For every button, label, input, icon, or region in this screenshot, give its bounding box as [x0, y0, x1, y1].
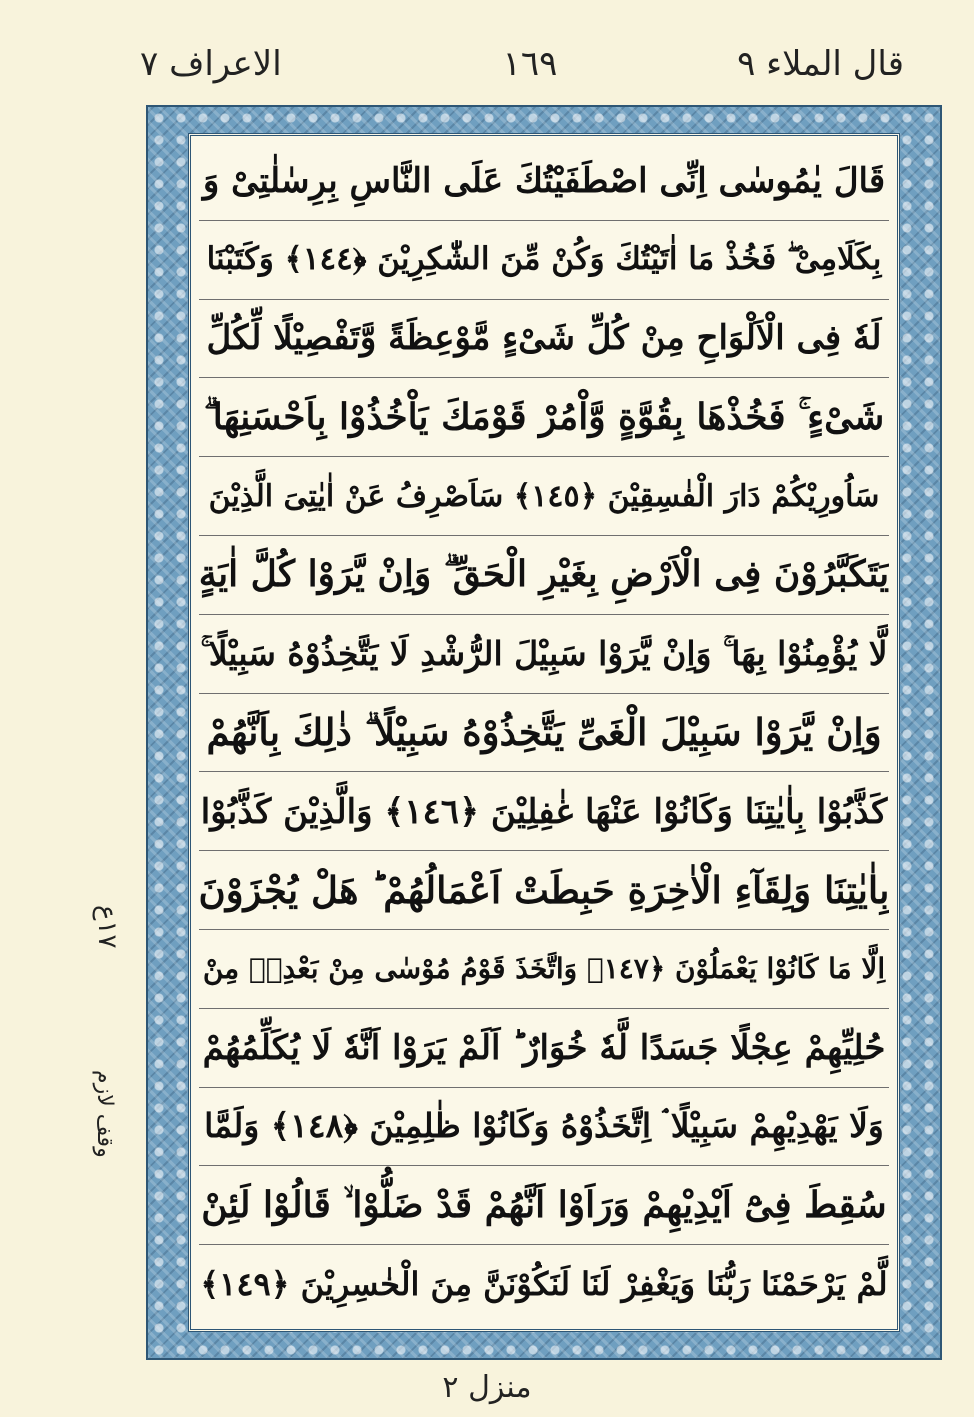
text-line-15: لَّمْ يَرْحَمْنَا رَبُّنَا وَيَغْفِرْ لَنَا لَنَكُوْنَنَّ مِنَ الْخٰسِرِيْنَ ﴿١٤٩﴾ [200, 1265, 888, 1304]
text-line-8: وَاِنْ يَّرَوْا سَبِيْلَ الْغَىِّ يَتَّخِذُوْهُ سَبِيْلًا ۗ ذٰلِكَ بِاَنَّهُمْ [199, 694, 889, 773]
ruku-marker: ١٧ع [92, 905, 122, 949]
text-line-4: شَىْءٍ ۚ فَخُذْهَا بِقُوَّةٍ وَّاْمُرْ قَوْمَكَ يَاْخُذُوْا بِاَحْسَنِهَا ۗ [199, 378, 889, 457]
text-line-11: اِلَّا مَا كَانُوْا يَعْمَلُوْنَ ﴿١٤٧﴾ وَاتَّخَذَ قَوْمُ مُوْسٰى مِنْ بَعْدِهٖ مِنْ [199, 930, 889, 1009]
text-line-14: سُقِطَ فِىْٓ اَيْدِيْهِمْ وَرَاَوْا اَنَّهُمْ قَدْ ضَلُّوْا ۙ قَالُوْا لَئِنْ [199, 1166, 889, 1245]
text-line-6: يَتَكَبَّرُوْنَ فِى الْاَرْضِ بِغَيْرِ الْحَقِّ ۗ وَاِنْ يَّرَوْا كُلَّ اٰيَةٍ [199, 536, 889, 615]
text-line-7: لَّا يُؤْمِنُوْا بِهَا ۚ وَاِنْ يَّرَوْا سَبِيْلَ الرُّشْدِ لَا يَتَّخِذُوْهُ سَبِيْلًا ۚ [199, 615, 889, 694]
text-line-3: لَهٗ فِى الْاَلْوَاحِ مِنْ كُلِّ شَىْءٍ مَّوْعِظَةً وَّتَفْصِيْلًا لِّكُلِّ [199, 300, 889, 379]
surah-name: الاعراف ٧ [140, 44, 282, 84]
text-line-5: سَاُورِيْكُمْ دَارَ الْفٰسِقِيْنَ ﴿١٤٥﴾ سَاَصْرِفُ عَنْ اٰيٰتِىَ الَّذِيْنَ [199, 457, 889, 536]
text-panel [188, 133, 900, 1332]
page-number: ١٦٩ [502, 44, 558, 84]
text-line-12: حُلِيِّهِمْ عِجْلًا جَسَدًا لَّهٗ خُوَارٌ ؕ اَلَمْ يَرَوْا اَنَّهٗ لَا يُكَلِّمُهُمْ [199, 1009, 889, 1088]
quran-text [199, 142, 889, 1323]
para-name: قال الملاء ٩ [737, 44, 904, 84]
text-line-1: قَالَ يٰمُوسٰى اِنِّى اصْطَفَيْتُكَ عَلَى النَّاسِ بِرِسٰلٰتِىْ وَ [199, 142, 889, 221]
ornamental-frame [146, 105, 942, 1360]
waqf-note: وقف لازم [92, 1070, 117, 1158]
text-line-10: بِاٰيٰتِنَا وَلِقَآءِ الْاٰخِرَةِ حَبِطَتْ اَعْمَالُهُمْ ؕ هَلْ يُجْزَوْنَ [199, 851, 889, 930]
text-line-2: بِكَلَامِىْ ۖ فَخُذْ مَا اٰتَيْتُكَ وَكُنْ مِّنَ الشّٰكِرِيْنَ ﴿١٤٤﴾ وَكَتَبْنَا [199, 221, 889, 300]
text-line-13: وَلَا يَهْدِيْهِمْ سَبِيْلًا ۘ اِتَّخَذُوْهُ وَكَانُوْا ظٰلِمِيْنَ ﴿١٤٨﴾ وَلَمَّا [199, 1088, 889, 1167]
page-header [0, 44, 974, 104]
manzil-footer: منزل ٢ [442, 1370, 532, 1405]
text-line-9: كَذَّبُوْا بِاٰيٰتِنَا وَكَانُوْا عَنْهَا غٰفِلِيْنَ ﴿١٤٦﴾ وَالَّذِيْنَ كَذَّبُوْا [199, 772, 889, 851]
